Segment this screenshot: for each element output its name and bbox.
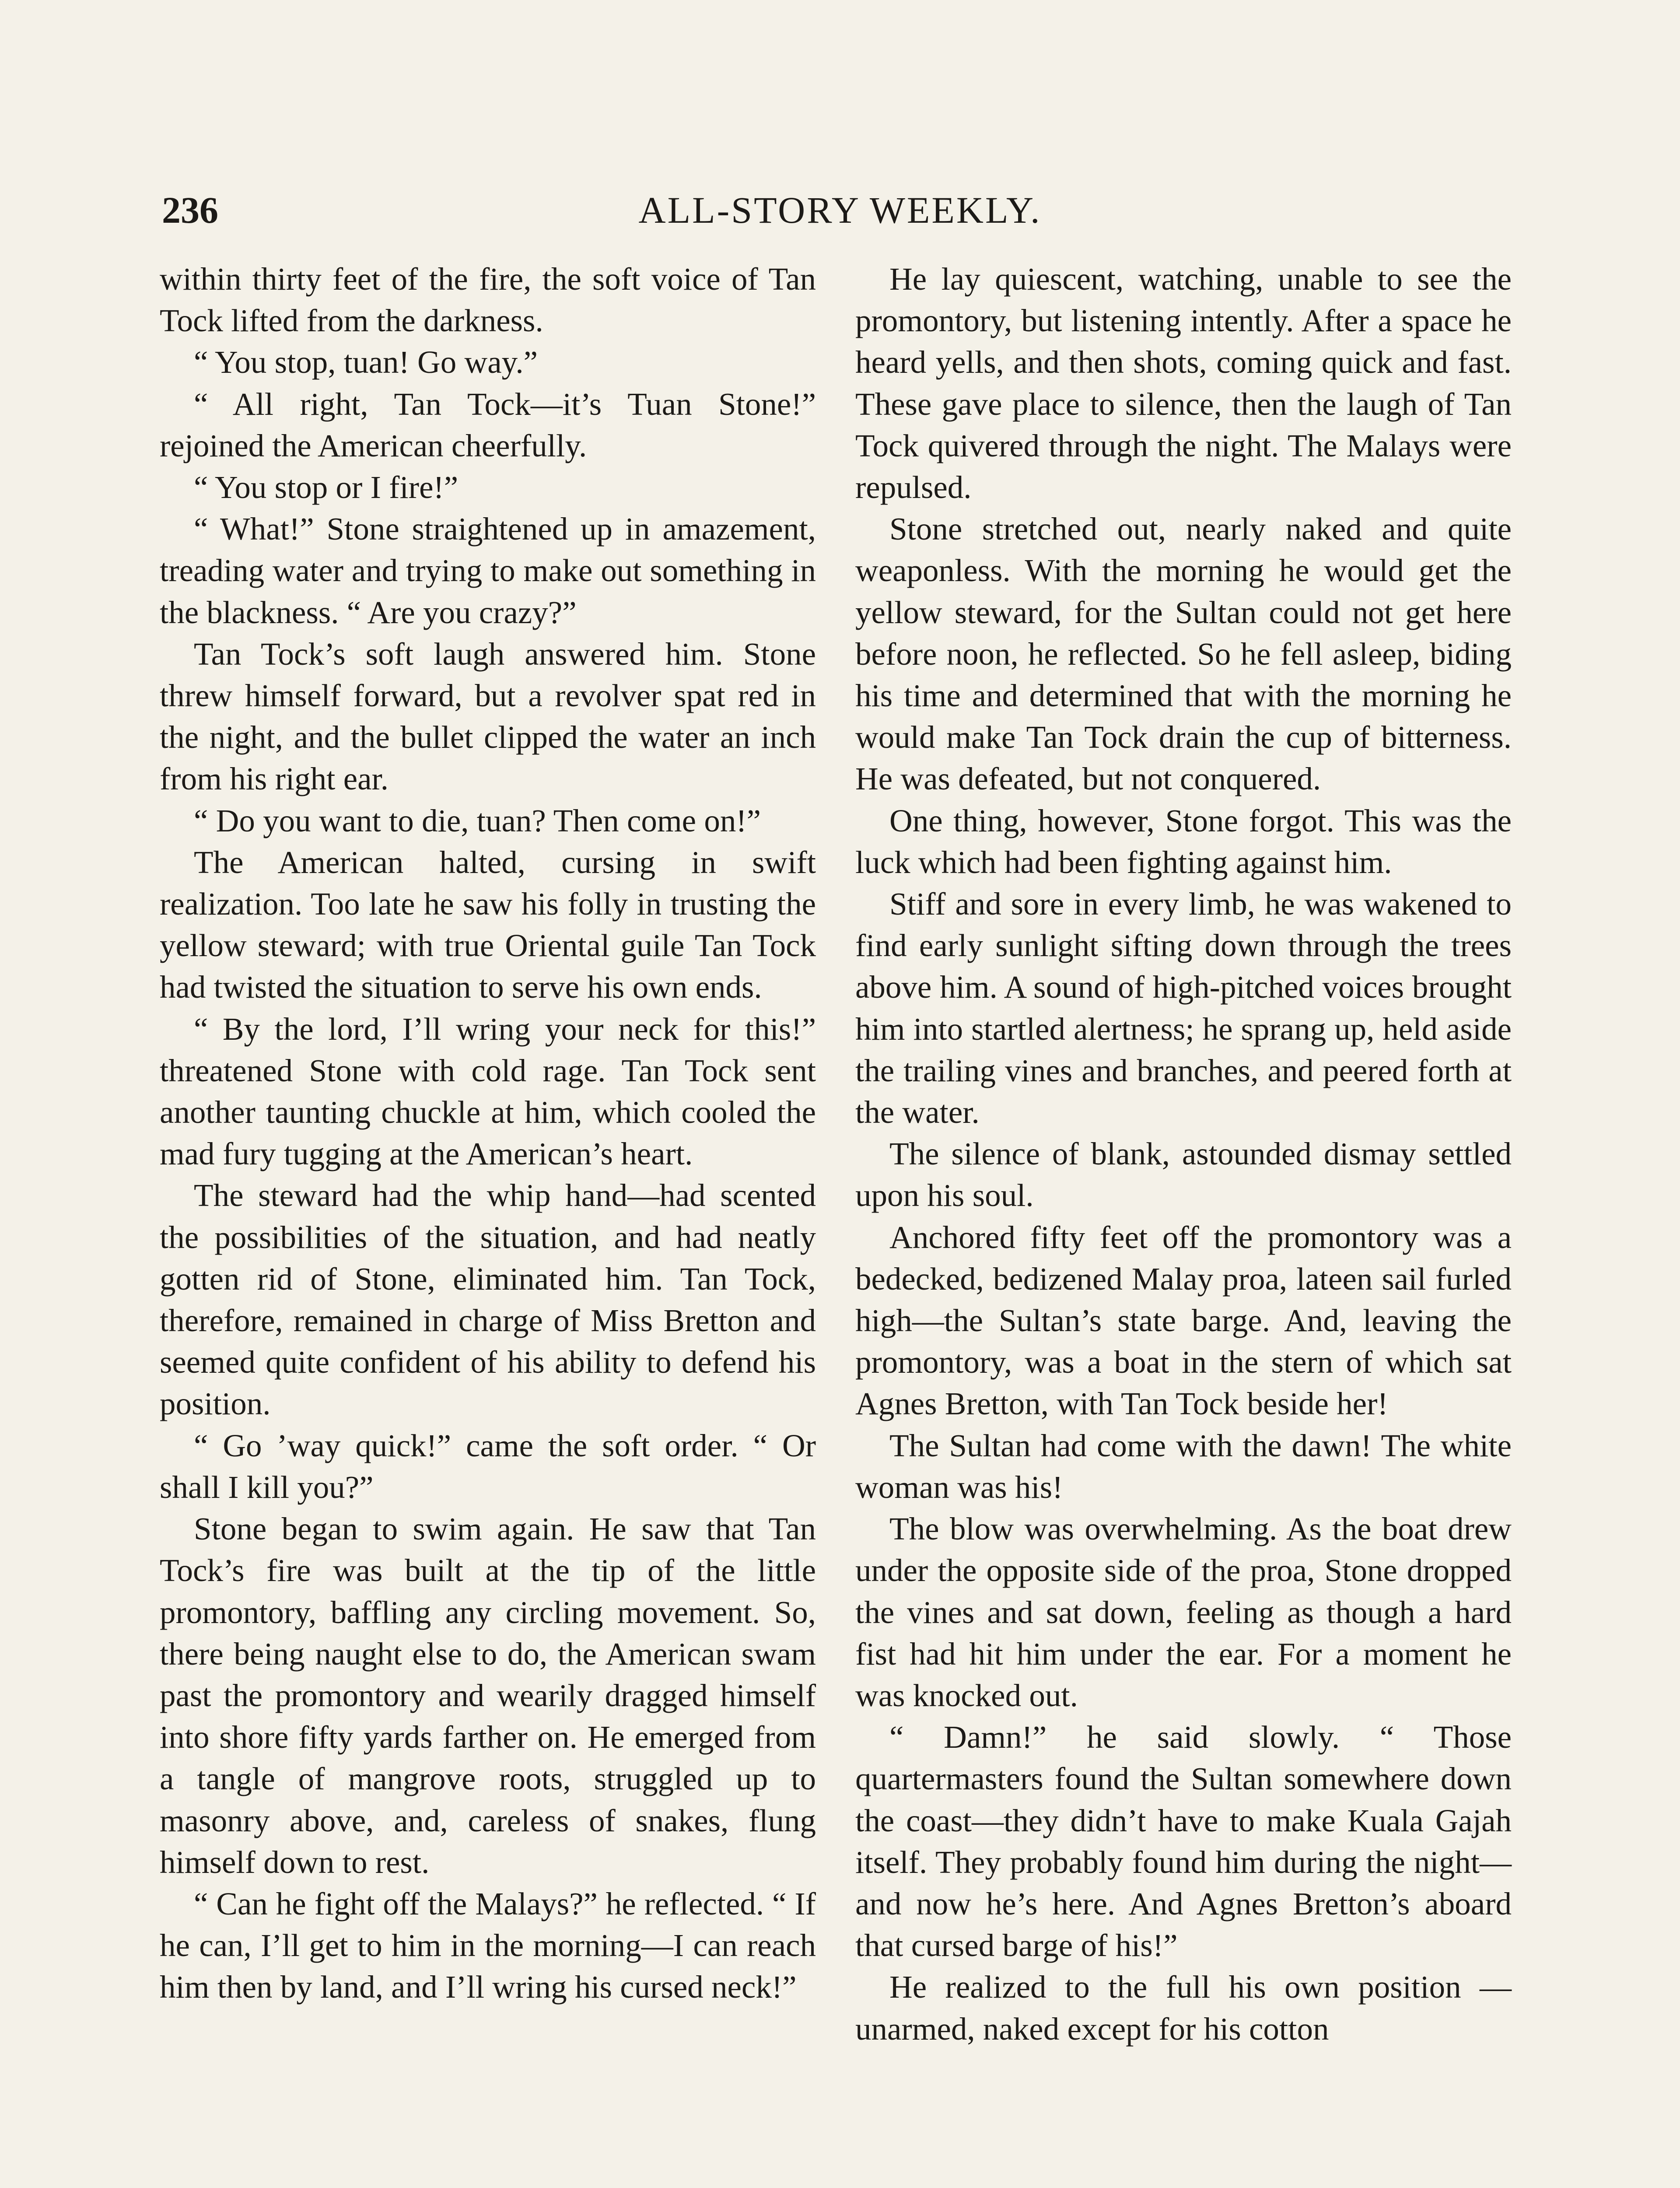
paragraph: “ You stop, tuan! Go way.”	[194, 344, 538, 380]
paragraph: “ All right, Tan Tock—it’s Tuan Stone!” rejoined the American cheerfully.	[160, 386, 816, 463]
left-column	[160, 258, 816, 2008]
paragraph: Stone stretched out, nearly naked and quite weaponless. With the morning he would get the yellow steward, for the Sultan could not get here before noon, he reflected. So he fell asleep, biding his time and determined that with the morning he would make Tan Tock drain the cup of bitterness. He was defeated, but not conquered.	[855, 511, 1512, 797]
page-header	[162, 184, 1518, 236]
paragraph: The Sultan had come with the dawn! The white woman was his!	[855, 1427, 1512, 1505]
running-title: ALL-STORY WEEKLY.	[638, 189, 1042, 231]
paragraph: “ You stop or I fire!”	[194, 470, 458, 505]
paragraph: The blow was overwhelming. As the boat drew under the opposite side of the proa, Stone dropped the vines and sat down, feeling as though a hard fist had hit him under the ear. For a moment he was knocked out.	[855, 1511, 1512, 1713]
paragraph: One thing, however, Stone forgot. This was the luck which had been fighting against him.	[855, 803, 1512, 880]
page-number: 236	[162, 189, 218, 231]
paragraph: within thirty feet of the fire, the soft voice of Tan Tock lifted from the darkness.	[160, 261, 816, 339]
paragraph: “ Damn!” he said slowly. “ Those quartermasters found the Sultan somewhere down the coast—they didn’t have to make Kuala Gajah itself. They probably found him during the night—and now he’s here. And Agnes Bretton’s aboard that cursed barge of his!”	[855, 1719, 1512, 1964]
paragraph: Anchored fifty feet off the promontory was a bedecked, bedizened Malay proa, lateen sail furled high—the Sultan’s state barge. And, leaving the promontory, was a boat in the stern of which sat Agnes Bretton, with Tan Tock beside her!	[855, 1219, 1512, 1422]
paragraph: “ Do you want to die, tuan? Then come on!”	[194, 803, 761, 838]
paragraph: “ Go ’way quick!” came the soft order. “ Or shall I kill you?”	[160, 1427, 816, 1505]
paragraph: The American halted, cursing in swift realization. Too late he saw his folly in trusting the yellow steward; with true Oriental guile Tan Tock had twisted the situation to serve his own ends.	[160, 844, 816, 1005]
paragraph: “ What!” Stone straightened up in amazement, treading water and trying to make out something in the blackness. “ Are you crazy?”	[160, 511, 816, 630]
paragraph: “ By the lord, I’ll wring your neck for this!” threatened Stone with cold rage. Tan Tock sent another taunting chuckle at him, which cooled the mad fury tugging at the American’s heart.	[160, 1011, 816, 1172]
paragraph: The silence of blank, astounded dismay settled upon his soul.	[855, 1136, 1512, 1213]
paragraph: He lay quiescent, watching, unable to see the promontory, but listening intently. After a space he heard yells, and then shots, coming quick and fast. These gave place to silence, then the laugh of Tan Tock quivered through the night. The Malays were repulsed.	[855, 261, 1512, 505]
paragraph: Stiff and sore in every limb, he was wakened to find early sunlight sifting down through the trees above him. A sound of high-pitched voices brought him into startled alertness; he sprang up, held aside the trailing vines and branches, and peered forth at the water.	[855, 886, 1512, 1130]
right-column	[855, 258, 1512, 2050]
paragraph: Tan Tock’s soft laugh answered him. Stone threw himself forward, but a revolver spat red in the night, and the bullet clipped the water an inch from his right ear.	[160, 636, 816, 797]
paragraph: “ Can he fight off the Malays?” he reflected. “ If he can, I’ll get to him in the morning—I can reach him then by land, and I’ll wring his cursed neck!”	[160, 1886, 816, 2005]
paragraph: The steward had the whip hand—had scented the possibilities of the situation, and had neatly gotten rid of Stone, eliminated him. Tan Tock, therefore, remained in charge of Miss Bretton and seemed quite confident of his ability to defend his position.	[160, 1178, 816, 1422]
paragraph: He realized to the full his own position —unarmed, naked except for his cotton	[855, 1969, 1512, 2047]
paragraph: Stone began to swim again. He saw that Tan Tock’s fire was built at the tip of the little promontory, baffling any circling movement. So, there being naught else to do, the American swam past the promontory and wearily dragged himself into shore fifty yards farther on. He emerged from a tangle of mangrove roots, struggled up to masonry above, and, careless of snakes, flung himself down to rest.	[160, 1511, 816, 1880]
